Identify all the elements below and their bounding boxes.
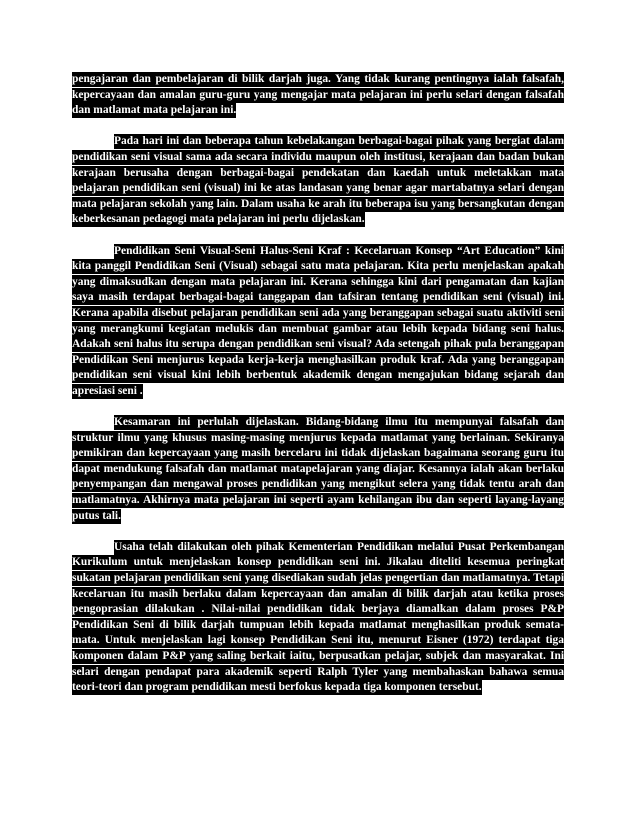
paragraph-1 [72, 72, 564, 119]
paragraph-5 [72, 540, 564, 696]
paragraph-4 [72, 415, 564, 524]
paragraph-4-text: Kesamaran ini perlulah dijelaskan. Bidang-bidang ilmu itu mempunyai falsafah dan struktur ilmu yang khusus masing-masing menjurus kepada matlamat yang berlainan. Sekiranya pemikiran dan kepercayaan yang masih bercelaru ini tidak dijelaskan bagaimana seorang guru itu dapat mendukung falsafah dan matlamat matapelajaran yang diajar. Kesannya ialah akan berlaku penyempangan dan mengawal proses pendidikan yang mengikut selera yang tidak tentu arah dan matlamatnya. Akhirnya mata pelajaran ini seperti ayam kehilangan ibu dan seperti layang-layang putus tali. [72, 416, 564, 522]
paragraph-2-text: Pada hari ini dan beberapa tahun kebelakangan berbagai-bagai pihak yang bergiat dalam pendidikan seni visual sama ada secara individu maupun oleh institusi, kerajaan dan badan bukan kerajaan berusaha dengan berbagai-bagai pendekatan dan kaedah untuk meletakkan mata pelajaran pendidikan seni (visual) ini ke atas landasan yang benar agar martabatnya selari dengan mata pelajaran sekolah yang lain. Dalam usaha ke arah itu beberapa isu yang bersangkutan dengan keberkesanan pedagogi mata pelajaran ini perlu dijelaskan. [72, 135, 564, 226]
paragraph-3 [72, 244, 564, 400]
paragraph-2 [72, 134, 564, 228]
paragraph-1-text: pengajaran dan pembelajaran di bilik darjah juga. Yang tidak kurang pentingnya ialah falsafah, kepercayaan dan amalan guru-guru yang mengajar mata pelajaran ini perlu selari dengan falsafah dan matlamat mata pelajaran ini. [72, 73, 564, 117]
paragraph-3-text: Pendidikan Seni Visual-Seni Halus-Seni Kraf : Kecelaruan Konsep “Art Education” kini kita panggil Pendidikan Seni (Visual) sebagai satu mata pelajaran. Kita perlu menjelaskan apakah yang dimaksudkan dengan mata pelajaran ini. Kerana sehingga kini dari pengamatan dan kajian saya masih terdapat berbagai-bagai tanggapan dan tafsiran tentang pendidikan seni (visual) ini. Kerana apabila disebut pelajaran pendidikan seni ada yang beranggapan sebagai suatu aktiviti seni yang merangkumi kegiatan melukis dan membuat gambar atau lebih kepada bidang seni halus. Adakah seni halus itu serupa dengan pendidikan seni visual? Ada setengah pihak pula beranggapan Pendidikan Seni menjurus kepada kerja-kerja menghasilkan produk kraf. Ada yang beranggapan pendidikan seni visual kini lebih berbentuk akademik dengan mengajukan bidang sejarah dan apresiasi seni . [72, 244, 564, 397]
document-page [72, 72, 564, 711]
paragraph-5-text: Usaha telah dilakukan oleh pihak Kementerian Pendidikan melalui Pusat Perkembangan Kurikulum untuk menjelaskan konsep pendidikan seni ini. Jikalau diteliti kesemua peringkat sukatan pelajaran pendidikan seni yang disediakan sudah jelas pengertian dan matlamatnya. Tetapi kecelaruan itu masih berlaku dalam kepercayaan dan amalan di bilik darjah atau ketika proses pengoprasian dilakukan . Nilai-nilai pendidikan tidak berjaya diamalkan dalam proses P&P Pendidikan Seni di bilik darjah tumpuan lebih kepada matlamat menghasilkan produk semata-mata. Untuk menjelaskan lagi konsep Pendidikan Seni itu, menurut Eisner (1972) terdapat tiga komponen dalam P&P yang saling berkait iaitu, berpusatkan pelajar, subjek dan masyarakat. Ini selari dengan pendapat para akademik seperti Ralph Tyler yang membahaskan bahawa semua teori-teori dan program pendidikan mesti berfokus kepada tiga komponen tersebut. [72, 540, 564, 694]
